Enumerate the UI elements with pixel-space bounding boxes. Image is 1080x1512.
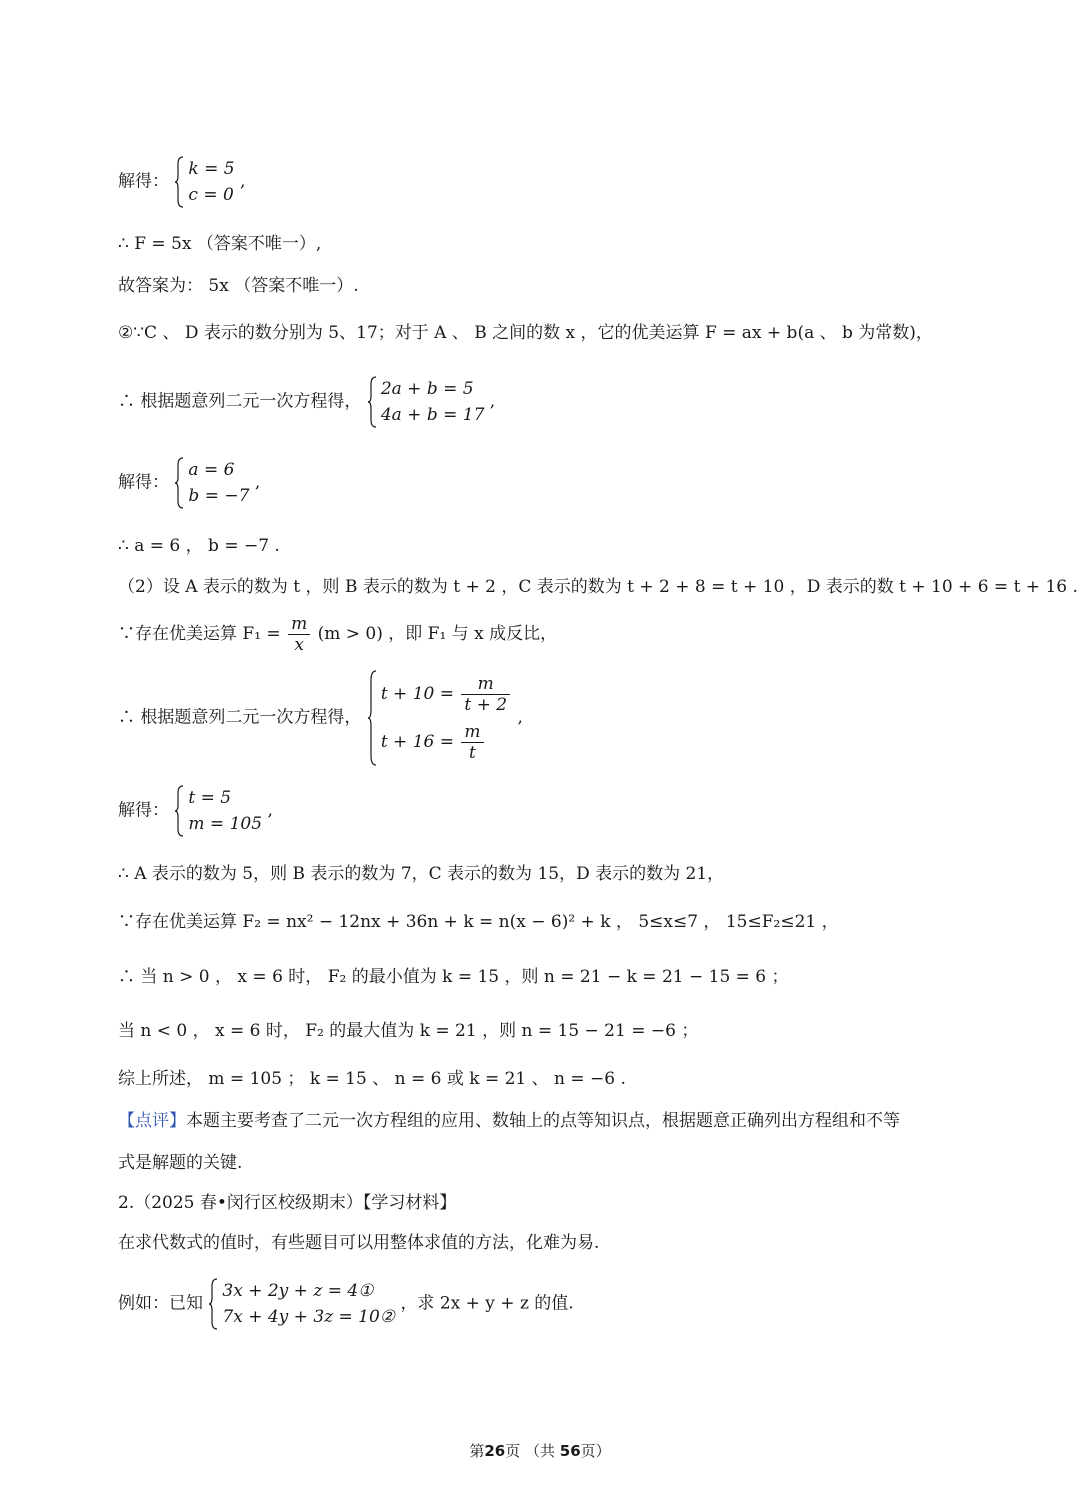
question-2-header: 2.（2025 春•闵行区校级期末）【学习材料】 xyxy=(118,1193,457,1213)
answer-line: 故答案为： 5x （答案不唯一）. xyxy=(118,276,359,296)
conclusion-f: ∴ F = 5x （答案不唯一）, xyxy=(118,234,322,254)
equation-setup-t-m: ∴ 根据题意列二元一次方程得， t + 10 = $\frac{m}{t + 2}$ t + 16 = $\frac{m}{t}$ , xyxy=(118,670,523,766)
fraction: $\frac{m}{t}$ xyxy=(461,722,483,763)
part-2-setup: （2）设 A 表示的数为 t ，则 B 表示的数为 t + 2 ，C 表示的数为 t + 2 + 8 = t + 10 ，D 表示的数 t + 10 + 6 = t + 16 . xyxy=(118,577,1078,597)
case-n-positive: ∴ 当 n > 0 ， x = 6 时， F₂ 的最小值为 k = 15 ，则 n = 21 − k = 21 − 15 = 6 ； xyxy=(118,967,789,987)
equation-system: 2a + b = 5 4a + b = 17 xyxy=(367,376,485,428)
comment-tag: 【点评】 xyxy=(118,1111,186,1131)
f2-definition: ∵存在优美运算 F₂ = nx² − 12nx + 36n + k = n(x − 6)² + k ， 5≤x≤7 ， 15≤F₂≤21 ， xyxy=(118,912,839,932)
comment-line: 【点评】本题主要考查了二元一次方程组的应用、数轴上的点等知识点，根据题意正确列出方程组和不等 xyxy=(118,1111,900,1131)
solution-t-m: 解得： t = 5 m = 105 , xyxy=(118,785,273,837)
equation-system: t + 10 = $\frac{m}{t + 2}$ t + 16 = $\frac{m}{t}$ xyxy=(367,670,512,766)
solution-a-b: 解得： a = 6 b = −7 , xyxy=(118,457,260,509)
equation-system: 3x + 2y + z = 4① 7x + 4y + 3z = 10② xyxy=(208,1278,395,1330)
fraction: $\frac{m}{x}$ xyxy=(288,614,310,655)
equation-system: k = 5 c = 0 xyxy=(174,156,234,208)
page-footer: 第26页 （共 56页） xyxy=(469,1442,611,1460)
fraction: $\frac{m}{t + 2}$ xyxy=(461,674,510,715)
equation-system: t = 5 m = 105 xyxy=(174,785,262,837)
equation-system: a = 6 b = −7 xyxy=(174,457,249,509)
values-line: ∴ A 表示的数为 5，则 B 表示的数为 7，C 表示的数为 15，D 表示的数为 21， xyxy=(118,864,725,884)
conclusion-a-b: ∴ a = 6 ， b = −7 . xyxy=(118,536,280,556)
learning-material-intro: 在求代数式的值时，有些题目可以用整体求值的方法，化难为易. xyxy=(118,1233,600,1253)
case-n-negative: 当 n < 0 ， x = 6 时， F₂ 的最大值为 k = 21 ，则 n = 15 − 21 = −6 ； xyxy=(118,1021,699,1041)
part-two-statement: ②∵C 、 D 表示的数分别为 5、17；对于 A 、 B 之间的数 x ，它的优美运算 F = ax + b(a 、 b 为常数)， xyxy=(118,323,933,343)
summary-line: 综上所述， m = 105 ； k = 15 、 n = 6 或 k = 21 、 n = −6 . xyxy=(118,1069,626,1089)
solution-k-c: 解得： k = 5 c = 0 , xyxy=(118,156,245,208)
comment-line-2: 式是解题的关键. xyxy=(118,1153,243,1173)
equation-setup-ab: ∴ 根据题意列二元一次方程得， 2a + b = 5 4a + b = 17 , xyxy=(118,376,495,428)
inverse-proportion-line: ∵存在优美运算 F₁ = $\frac{m}{x}$ (m > 0) ，即 F₁ 与 x 成反比， xyxy=(118,614,558,655)
example-line: 例如：已知 3x + 2y + z = 4① 7x + 4y + 3z = 10② ，求 2x + y + z 的值. xyxy=(118,1278,574,1330)
